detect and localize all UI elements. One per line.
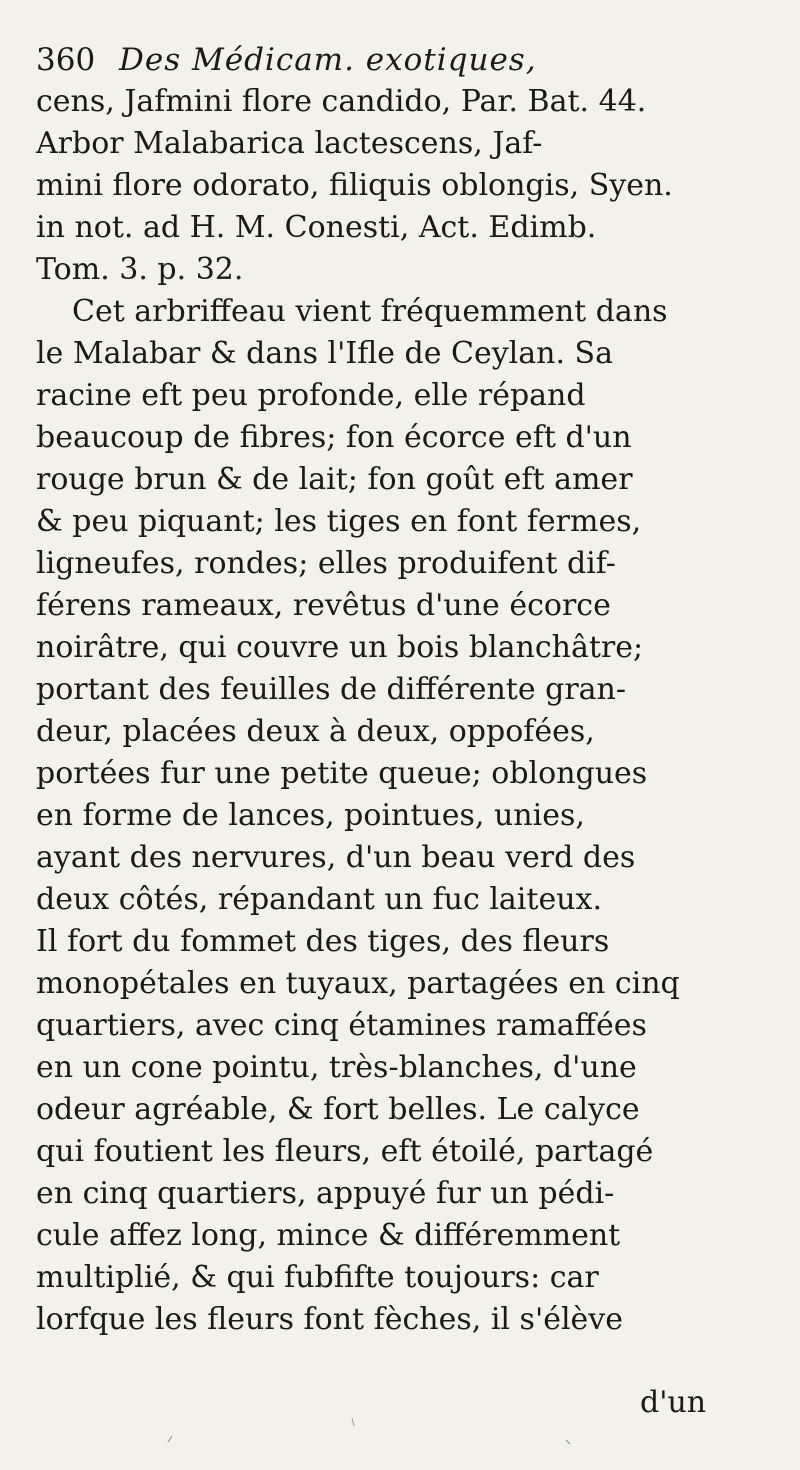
text-line: férens rameaux, revêtus d'une écorce (36, 588, 611, 623)
text-line: rouge brun & de lait; fon goût eft amer (36, 462, 633, 497)
text-line: Cet arbriffeau vient fréquemment dans (72, 294, 668, 329)
text-line: Il fort du fommet des tiges, des fleurs (36, 924, 610, 959)
running-title: Des Médicam. exotiques, (119, 42, 537, 78)
text-line: Arbor Malabarica lactescens, Jaf- (36, 126, 543, 161)
paper-specks (0, 1400, 800, 1460)
text-line: en forme de lances, pointues, unies, (36, 798, 585, 833)
text-line: portant des feuilles de différente gran- (36, 672, 627, 707)
text-line: portées fur une petite queue; oblongues (36, 756, 648, 791)
text-line: racine eft peu profonde, elle répand (36, 378, 586, 413)
text-line: odeur agréable, & fort belles. Le calyce (36, 1092, 640, 1127)
text-line: en cinq quartiers, appuyé fur un pédi- (36, 1176, 615, 1211)
text-line: noirâtre, qui couvre un bois blanchâtre; (36, 630, 644, 665)
text-line: & peu piquant; les tiges en font fermes, (36, 504, 642, 539)
page-header (36, 38, 766, 82)
text-line: lorfque les fleurs font fèches, il s'élève (36, 1302, 624, 1337)
text-line: en un cone pointu, très-blanches, d'une (36, 1050, 637, 1085)
text-line: in not. ad H. M. Conesti, Act. Edimb. (36, 210, 597, 245)
text-line: ligneufes, rondes; elles produifent dif- (36, 546, 616, 581)
text-line: quartiers, avec cinq étamines ramaffées (36, 1008, 647, 1043)
catchword: d'un (640, 1385, 707, 1420)
text-line: monopétales en tuyaux, partagées en cinq (36, 966, 680, 1001)
text-line: deux côtés, répandant un fuc laiteux. (36, 882, 602, 917)
text-line: beaucoup de fibres; fon écorce eft d'un (36, 420, 632, 455)
page-number: 360 (36, 42, 96, 78)
text-line: Tom. 3. p. 32. (36, 252, 244, 287)
text-line: multiplié, & qui fubfifte toujours: car (36, 1260, 599, 1295)
text-line: deur, placées deux à deux, oppofées, (36, 714, 595, 749)
text-line: cule affez long, mince & différemment (36, 1218, 621, 1253)
text-line: cens, Jafmini flore candido, Par. Bat. 44. (36, 84, 647, 119)
text-line: le Malabar & dans l'Ifle de Ceylan. Sa (36, 336, 613, 371)
text-line: qui foutient les fleurs, eft étoilé, partagé (36, 1134, 654, 1169)
text-line: mini flore odorato, filiquis oblongis, Syen. (36, 168, 673, 203)
text-line: ayant des nervures, d'un beau verd des (36, 840, 636, 875)
